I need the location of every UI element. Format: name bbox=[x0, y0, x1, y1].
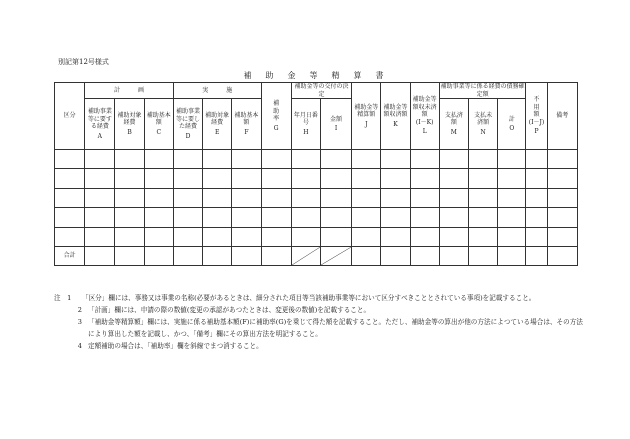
header-unreceived bbox=[410, 83, 439, 150]
rate-label: 補助率 bbox=[273, 100, 280, 122]
header-plan-target bbox=[115, 99, 144, 150]
letter-N: N bbox=[480, 128, 486, 136]
unpaid-label: 支払未済額 bbox=[474, 111, 493, 127]
letter-C: C bbox=[156, 128, 162, 136]
form-number: 別記第12号様式 bbox=[58, 58, 109, 66]
diagonal-strike bbox=[321, 247, 351, 265]
total-label: 計 bbox=[508, 115, 515, 123]
header-total bbox=[498, 99, 526, 150]
actual-target-label: 補助対象経費 bbox=[205, 111, 230, 127]
received-label: 補助金等額収済額 bbox=[383, 103, 408, 119]
table-row bbox=[55, 169, 578, 188]
header-plan: 計 画 bbox=[85, 83, 174, 99]
diagonal-strike bbox=[292, 247, 320, 265]
header-decision-amount bbox=[320, 99, 351, 150]
actual-base-label: 補助基本額 bbox=[234, 111, 259, 127]
decision-amount-label: 金額 bbox=[330, 115, 343, 123]
note-item bbox=[54, 304, 584, 316]
settlement-table bbox=[54, 82, 578, 266]
header-actual-target bbox=[203, 99, 232, 150]
letter-L: L bbox=[422, 128, 427, 136]
unreceived-label: 補助金等額収未済額 bbox=[412, 96, 437, 119]
header-decision: 補助金等の交付の決定 bbox=[291, 83, 351, 99]
plan-cost-label: 補助事業等に要する経費 bbox=[87, 108, 112, 130]
header-rate bbox=[261, 83, 291, 150]
letter-D: D bbox=[185, 132, 191, 140]
header-confirmed: 補助事業等に係る経費の債務確定額 bbox=[440, 83, 525, 98]
total-row-label: 合計 bbox=[55, 246, 85, 265]
plan-base-label: 補助基本額 bbox=[146, 111, 171, 127]
crossed-cell-amount bbox=[320, 246, 351, 265]
note-text: 「計画」欄には、申請の際の数値(変更の承認があつたときは、変更後の数値)を記載すること。 bbox=[88, 306, 371, 314]
letter-O: O bbox=[509, 125, 515, 132]
document-title: 補 助 金 等 精 算 書 bbox=[243, 71, 387, 80]
header-actual-cost bbox=[173, 99, 202, 150]
actual-cost-label: 補助事業等に要した経費 bbox=[175, 108, 200, 130]
letter-G: G bbox=[273, 124, 279, 132]
decision-date-label: 年月日番号 bbox=[293, 111, 318, 127]
header-received bbox=[381, 83, 410, 150]
letter-A: A bbox=[97, 132, 102, 140]
header-plan-cost bbox=[85, 99, 115, 150]
header-unused bbox=[526, 83, 547, 150]
header-actual: 実 施 bbox=[173, 83, 261, 99]
total-row bbox=[55, 246, 578, 265]
notes bbox=[54, 292, 584, 352]
paid-label: 支払済額 bbox=[444, 111, 463, 127]
letter-H: H bbox=[303, 128, 309, 136]
letter-K: K bbox=[393, 120, 398, 128]
header-decision-date bbox=[291, 99, 320, 150]
table-row bbox=[55, 188, 578, 207]
header-actual-base bbox=[232, 99, 261, 150]
table-row bbox=[55, 208, 578, 227]
letter-P: P bbox=[534, 128, 539, 136]
table-row bbox=[55, 227, 578, 246]
unused-formula: (I－J) bbox=[528, 118, 545, 126]
letter-E: E bbox=[214, 128, 220, 136]
settled-label: 補助金等精算額 bbox=[354, 103, 379, 119]
note-item bbox=[54, 292, 584, 304]
table-row bbox=[55, 150, 578, 169]
note-number: 注 1 bbox=[54, 294, 72, 302]
letter-B: B bbox=[127, 128, 132, 136]
note-number: 4 bbox=[77, 342, 82, 350]
header-settled bbox=[352, 83, 381, 150]
header-plan-base bbox=[144, 99, 173, 150]
header-paid bbox=[439, 99, 468, 150]
unreceived-formula: (I－K) bbox=[415, 118, 434, 126]
plan-target-label: 補助対象経費 bbox=[117, 111, 142, 127]
note-number: 2 bbox=[77, 306, 82, 314]
note-item bbox=[54, 340, 584, 352]
header-unpaid bbox=[468, 99, 497, 150]
unused-label: 不用額 bbox=[533, 96, 540, 119]
header-remarks: 備考 bbox=[547, 83, 577, 150]
note-item bbox=[54, 316, 584, 340]
letter-F: F bbox=[244, 128, 249, 136]
note-text: 「補助金等精算額」欄には、実施に係る補助基本額(F)に補助率(G)を乗じて得た額を記載すること。ただし、補助金等の算出が他の方法によつている場合は、その方法により算出した額を記載し、かつ、「備考」欄にその算出方法を明記すること。 bbox=[88, 318, 583, 338]
letter-I: I bbox=[334, 125, 338, 132]
note-number: 3 bbox=[77, 318, 82, 326]
note-text: 「区分」欄には、事務又は事業の名称(必要があるときは、細分された項目等当該補助事業等において区分すべきこととされている事項)を記載すること。 bbox=[82, 294, 536, 302]
header-kubun: 区分 bbox=[55, 83, 85, 150]
note-text: 定額補助の場合は、「補助率」欄を斜線でまつ消すること。 bbox=[88, 342, 263, 350]
letter-M: M bbox=[450, 128, 457, 136]
letter-J: J bbox=[365, 120, 368, 128]
crossed-cell-date bbox=[291, 246, 320, 265]
